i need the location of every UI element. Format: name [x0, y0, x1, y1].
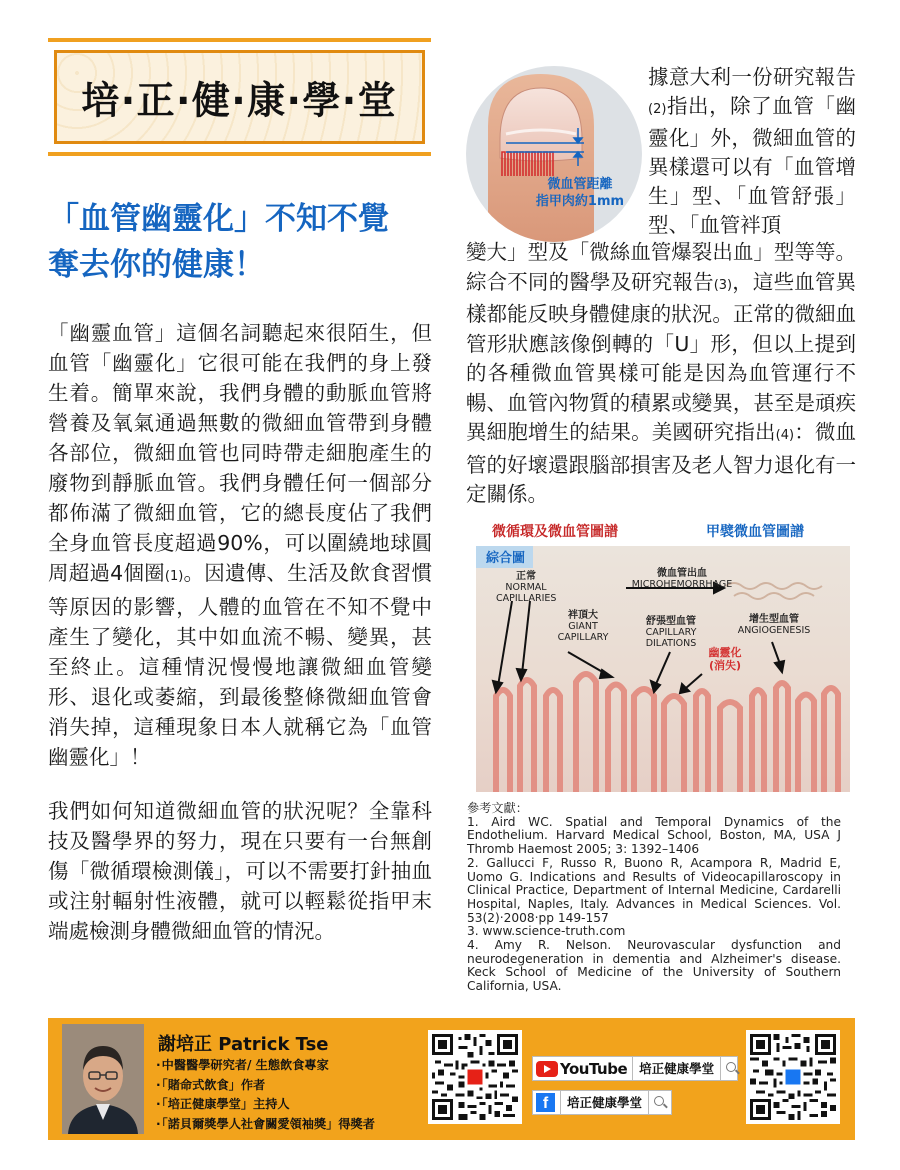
chart-tag: 綜合圖	[476, 546, 533, 568]
label-angiogenesis	[734, 614, 814, 636]
credential-item: · 「諾貝爾獎學人社會關愛領袖獎」得獎者	[156, 1115, 420, 1135]
caption-line-2: 指甲肉約1mm	[535, 194, 625, 209]
youtube-channel-name: 培正健康學堂	[632, 1057, 721, 1080]
label-hemorrhage-en: MICROHEMORRHAGE	[631, 579, 733, 590]
label-dilation-en1: CAPILLARY	[645, 627, 697, 638]
right-main-text-a: 變大」型及「微絲血管爆裂出血」型等等。綜合不同的醫學及研究報告	[466, 240, 856, 294]
youtube-wordmark: YouTube	[560, 1059, 628, 1078]
headline-line-2: 奪去你的健康！	[48, 247, 265, 283]
label-ghost-zh: 幽靈化	[708, 646, 742, 659]
youtube-logo	[533, 1057, 632, 1080]
right-main-text-b: ，這些血管異樣都能反映身體健康的狀況。正常的微細血管形狀應該像倒轉的「U」形，但以上提到的各種微血管異樣可能是因為血管運行不暢、血管內物質的積累或變異，甚至是頑疾異細胞增生的結果。美國研究指出	[466, 269, 856, 444]
label-giant-en2: CAPILLARY	[557, 632, 609, 643]
capillary-photo	[476, 546, 850, 792]
citation-3: (3)	[713, 277, 733, 293]
left-p1-text-a: 「幽靈血管」這個名詞聽起來很陌生，但血管「幽靈化」它很可能在我們的身上發生着。簡單來說，我們身體的動脈血管將營養及氧氣通過無數的微細血管帶到身體各部位，微細血管也同時帶走細胞產生的廢物到靜脈血管。我們身體任何一個部分都佈滿了微細血管，它的總長度佔了我們全身血管長度超過90%，可以圍繞地球圓周超過4個圈	[48, 321, 432, 585]
youtube-play-icon	[536, 1061, 558, 1077]
article-headline	[48, 196, 438, 288]
qr-code-icon	[750, 1034, 836, 1120]
facebook-icon: f	[536, 1093, 555, 1112]
qr-code-icon	[432, 1034, 518, 1120]
facebook-search-bar[interactable]	[532, 1090, 672, 1115]
reference-item: 2. Gallucci F, Russo R, Buono R, Acampora R, Madrid E, Uomo G. Indications and Results of Videocapillaroscopy in Clinical Practice, Department of Internal Medicine, Cardarelli Hospital, Naples, Italy. Advances in Medical Sciences. Vol. 53(2)‧2008‧pp 149-157	[467, 855, 841, 925]
label-normal-zh: 正常	[516, 571, 536, 582]
right-main-text-c: ：微血管的好壞還跟腦部損害及老人智力退化有一定關係。	[466, 420, 857, 506]
citation-4: (4)	[775, 428, 795, 443]
label-giant-en1: GIANT	[568, 621, 598, 632]
avatar	[62, 1024, 144, 1134]
reference-item: 4. Amy R. Nelson. Neurovascular dysfunction and neurodegeneration in dementia and Alzheimer's disease. Keck School of Medicine of the University of Southern California, USA.	[467, 938, 841, 994]
label-angio-en: ANGIOGENESIS	[737, 625, 811, 636]
credential-item: · 中醫醫學研究者/ 生態飲食專家	[156, 1056, 420, 1076]
facebook-qr-code[interactable]	[746, 1030, 840, 1124]
label-dilation-zh: 舒張型血管	[646, 616, 696, 627]
reference-item: 3. www.science-truth.com	[467, 924, 626, 939]
fingernail-caption	[525, 176, 635, 210]
youtube-search-bar[interactable]	[532, 1056, 738, 1081]
label-giant-capillary	[554, 610, 612, 643]
right-paragraph-top	[648, 63, 856, 240]
masthead-frame	[54, 50, 425, 144]
right-top-text-b: 指出，除了血管「幽靈化」外，微細血管的異樣還可以有「血管增生」型、「血管舒張」型、「血管袢頂	[648, 94, 856, 237]
masthead-title: 培‧正‧健‧康‧學‧堂	[81, 78, 398, 123]
search-icon[interactable]	[721, 1057, 737, 1080]
left-paragraph-2: 我們如何知道微細血管的狀況呢？全靠科技及醫學界的努力，現在只要有一台無創傷「微循環檢測儀」，可以不需要打針抽血或注射輻射性液體，就可以輕鬆從指甲末端處檢測身體微細血管的情況。	[48, 799, 432, 943]
search-icon[interactable]	[649, 1091, 671, 1114]
fingernail-illustration	[466, 66, 642, 242]
right-top-text-a: 據意大利一份研究報告	[648, 65, 856, 89]
right-paragraph-main	[466, 238, 856, 510]
caption-line-1: 微血管距離	[547, 177, 613, 192]
left-paragraph-1	[48, 318, 432, 772]
author-portrait	[62, 1024, 144, 1134]
credential-item: · 「培正健康學堂」主持人	[156, 1095, 420, 1115]
left-p1-text-b: 。因遺傳、生活及飲食習慣等原因的影響，人體的血管在不知不覺中產生了變化，其中如血流不暢、變異，甚至終止。這種情況慢慢地讓微細血管變形、退化或萎縮，到最後整條微細血管會消失掉，這種現象日本人就稱它為「血管幽靈化」！	[48, 561, 432, 769]
label-angio-zh: 增生型血管	[749, 614, 799, 625]
chart-heading-nailfold: 甲襞微血管圖譜	[706, 524, 804, 540]
label-ghost-sub: (消失)	[708, 659, 742, 672]
facebook-page-name: 培正健康學堂	[560, 1091, 649, 1114]
label-ghost	[698, 646, 752, 672]
youtube-qr-code[interactable]	[428, 1030, 522, 1124]
label-dilation-en2: DILATIONS	[645, 638, 697, 649]
reference-item: 1. Aird WC. Spatial and Temporal Dynamics of the Endothelium. Harvard Medical School, Boston, MA, USA J Thromb Haemost 2005; 3: 1392–1406	[467, 814, 841, 857]
label-normal-en1: NORMAL	[505, 582, 547, 593]
credential-item: · 「賭命式飲食」作者	[156, 1076, 420, 1096]
author-name: 謝培正 Patrick Tse	[158, 1034, 329, 1055]
label-capillary-dilations	[638, 616, 704, 649]
label-giant-zh: 袢頂大	[568, 610, 598, 621]
masthead	[48, 38, 431, 156]
label-hemorrhage-zh: 微血管出血	[657, 568, 707, 579]
author-credentials	[156, 1056, 420, 1134]
citation-2: (2)	[648, 102, 667, 117]
citation-1: (1)	[164, 569, 184, 584]
fingernail-diagram	[466, 66, 642, 242]
label-normal-en2: CAPILLARIES	[496, 593, 557, 604]
label-microhemorrhage	[612, 568, 752, 590]
label-normal	[496, 571, 556, 604]
references-title: 參考文獻：	[467, 801, 528, 815]
references	[467, 802, 841, 994]
headline-line-1: 「血管幽靈化」不知不覺	[48, 201, 389, 237]
chart-heading-microcirculation: 微循環及微血管圖譜	[492, 524, 618, 540]
